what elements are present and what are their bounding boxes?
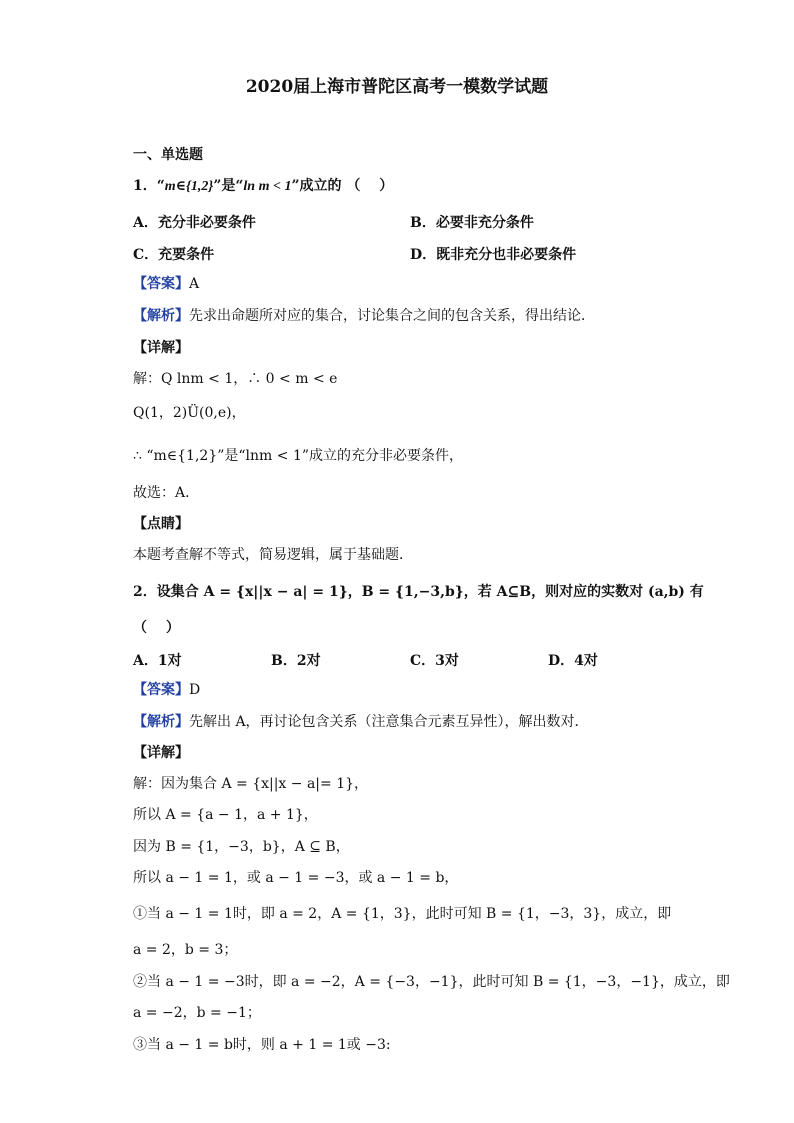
question-1-stem (133, 177, 393, 196)
q2-detail-line: ②当 a − 1 = −3时，即 a = −2，A = {−3，−1}，此时可知 B = {1，−3，−1}，成立，即 (133, 974, 730, 990)
q1-option-c: C．充要条件 (133, 247, 215, 263)
q2-option-a: A．1对 (133, 653, 182, 669)
q1-detail-line: 故选：A． (133, 485, 200, 501)
q1-stem-mid: ”是“ (213, 178, 244, 194)
analysis-text: 先求出命题所对应的集合，讨论集合之间的包含关系，得出结论． (189, 308, 595, 324)
q2-detail-line: 所以 A = {a − 1，a + 1}， (133, 807, 318, 823)
q1-answer (133, 275, 199, 293)
q2-detail-line: 因为 B = {1，−3，b}，A ⊆ B， (133, 839, 350, 855)
q1-stem-post: ”成立的 （ ） (291, 178, 394, 194)
question-2-stem: 2．设集合 A = {x||x − a| = 1}，B = {1,−3,b}，若 A⊆B，则对应的实数对 (a,b) 有 (133, 584, 704, 600)
q2-detail-heading: 【详解】 (133, 745, 189, 761)
question-2-stem-cont: （ ） (133, 620, 180, 636)
answer-tag: 【答案】 (133, 276, 189, 292)
q1-stem-pre: 1．“ (133, 178, 165, 194)
q1-detail-line: Q(1，2)Ü(0,e)， (133, 405, 246, 421)
q2-detail-line: a = 2，b = 3； (133, 942, 238, 958)
q1-option-a: A．充分非必要条件 (133, 215, 256, 231)
q1-comment-text: 本题考查解不等式，简易逻辑，属于基础题． (133, 547, 413, 563)
q2-analysis (133, 713, 589, 731)
q2-detail-line: 所以 a − 1 = 1，或 a − 1 = −3，或 a − 1 = b， (133, 870, 459, 886)
analysis-tag: 【解析】 (133, 714, 189, 730)
q1-detail-line: ∴ “m∈{1,2}”是“lnm < 1”成立的充分非必要条件， (133, 448, 464, 464)
q2-detail-line: 解：因为集合 A = {x||x − a|= 1}， (133, 776, 369, 792)
q1-math-set: m∈{1,2} (164, 179, 214, 194)
q2-option-d: D．4对 (548, 653, 598, 669)
q1-analysis (133, 307, 595, 325)
q1-option-b: B．必要非充分条件 (410, 215, 534, 231)
q2-answer (133, 681, 200, 699)
q2-option-c: C．3对 (410, 653, 459, 669)
analysis-text: 先解出 A，再讨论包含关系（注意集合元素互异性），解出数对． (189, 714, 589, 730)
q1-option-d: D．既非充分也非必要条件 (410, 247, 577, 263)
q2-option-b: B．2对 (271, 653, 321, 669)
answer-value: A (189, 276, 200, 292)
q1-math-ineq: ln m < 1 (243, 179, 292, 194)
analysis-tag: 【解析】 (133, 308, 189, 324)
q1-detail-line: 解：Q lnm < 1，∴ 0 < m < e (133, 371, 338, 387)
section-heading: 一、单选题 (133, 147, 203, 163)
q2-detail-line: a = −2，b = −1； (133, 1005, 261, 1021)
q2-detail-line: ①当 a − 1 = 1时，即 a = 2，A = {1，3}，此时可知 B = {1，−3，3}，成立，即 (133, 906, 672, 922)
q1-comment-heading: 【点睛】 (133, 516, 189, 532)
q2-detail-line: ③当 a − 1 = b时，则 a + 1 = 1或 −3: (133, 1037, 391, 1053)
page-title: 2020届上海市普陀区高考一模数学试题 (245, 77, 549, 97)
answer-value: D (189, 682, 201, 698)
q1-detail-heading: 【详解】 (133, 340, 189, 356)
answer-tag: 【答案】 (133, 682, 189, 698)
